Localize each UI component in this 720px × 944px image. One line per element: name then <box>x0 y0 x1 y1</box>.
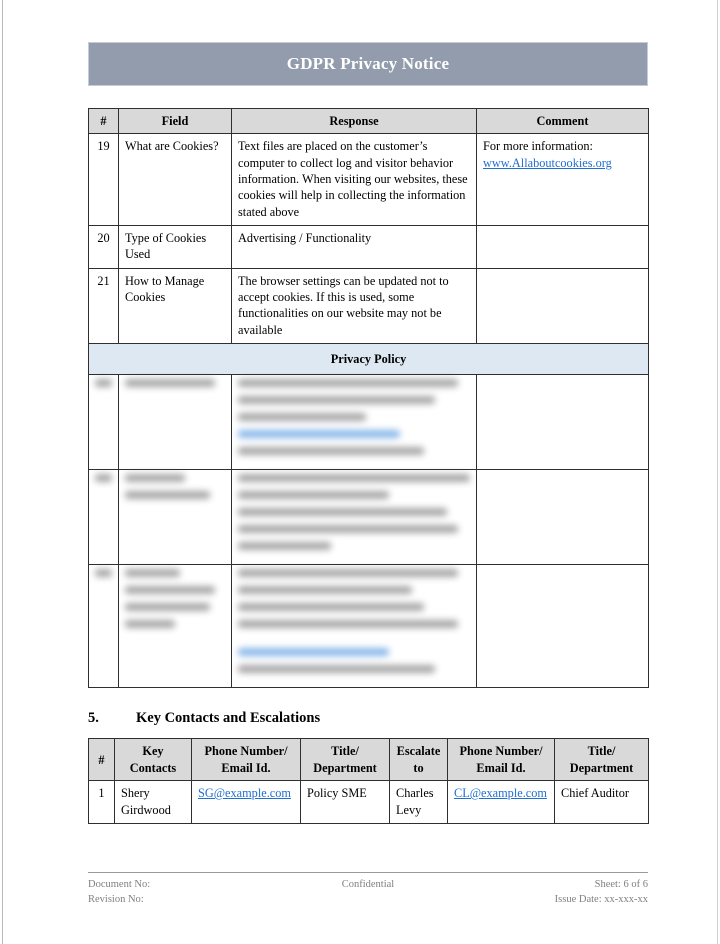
page-content <box>88 0 648 824</box>
redacted-table-row <box>89 565 649 688</box>
column-header-escalate-phone-email: Phone Number/ Email Id. <box>448 739 555 781</box>
contacts-row-escalate-title: Chief Auditor <box>555 781 649 824</box>
footer-revision-no: Revision No: <box>88 894 144 906</box>
table-row <box>89 268 649 343</box>
section-heading-key-contacts <box>88 710 648 727</box>
escalation-email-link[interactable]: CL@example.com <box>454 786 547 801</box>
row-number: 20 <box>89 226 119 269</box>
contacts-row-escalate-name: Charles Levy <box>390 781 448 824</box>
row-field: What are Cookies? <box>119 134 232 226</box>
redacted-row-comment <box>477 470 649 565</box>
page-footer <box>88 872 648 907</box>
contacts-row-number: 1 <box>89 781 115 824</box>
contacts-row-escalate-email <box>448 781 555 824</box>
redacted-table-row <box>89 470 649 565</box>
table-row <box>89 134 649 226</box>
column-header-escalate-title-department: Title/ Department <box>555 739 649 781</box>
redacted-table-row <box>89 375 649 470</box>
page-title: GDPR Privacy Notice <box>286 54 450 73</box>
document-page <box>2 0 718 944</box>
row-comment <box>477 268 649 343</box>
column-header-number: # <box>89 109 119 134</box>
redacted-row-field <box>119 565 232 688</box>
column-header-comment: Comment <box>477 109 649 134</box>
table-row <box>89 226 649 269</box>
contact-email-link[interactable]: SG@example.com <box>198 786 291 801</box>
redacted-row-response <box>232 470 477 565</box>
row-comment <box>477 226 649 269</box>
row-response: Advertising / Functionality <box>232 226 477 269</box>
column-header-contact-phone-email: Phone Number/ Email Id. <box>192 739 301 781</box>
column-header-escalate-to: Escalate to <box>390 739 448 781</box>
contacts-header-row <box>89 739 649 781</box>
allaboutcookies-link[interactable]: www.Allaboutcookies.org <box>483 155 612 170</box>
section-band-row <box>89 344 649 375</box>
column-header-contact-title-department: Title/ Department <box>301 739 390 781</box>
footer-spacer <box>273 892 463 907</box>
document-title-banner <box>88 42 648 86</box>
contacts-table-row <box>89 781 649 824</box>
row-number: 21 <box>89 268 119 343</box>
contacts-row-name: Shery Girdwood <box>115 781 192 824</box>
contacts-row-email <box>192 781 301 824</box>
row-response: Text files are placed on the customer’s computer to collect log and visitor behavior information. When visiting our websites, these cookies will help in collecting the information stated above <box>232 134 477 226</box>
table-header-row <box>89 109 649 134</box>
redacted-row-response <box>232 375 477 470</box>
column-header-number: # <box>89 739 115 781</box>
row-field: How to Manage Cookies <box>119 268 232 343</box>
comment-label: For more information: <box>483 139 593 154</box>
column-header-response: Response <box>232 109 477 134</box>
footer-document-no: Document No: <box>88 879 151 890</box>
section-title: Key Contacts and Escalations <box>136 710 321 727</box>
key-contacts-table <box>88 738 649 823</box>
footer-row-bottom <box>88 892 648 907</box>
contacts-row-title: Policy SME <box>301 781 390 824</box>
row-comment <box>477 134 649 226</box>
column-header-key-contacts: Key Contacts <box>115 739 192 781</box>
section-band-label: Privacy Policy <box>89 344 649 375</box>
footer-sheet-number: Sheet: 6 of 6 <box>594 879 648 890</box>
footer-classification: Confidential <box>341 879 395 890</box>
redacted-row-number <box>89 565 119 688</box>
redacted-row-field <box>119 470 232 565</box>
row-response: The browser settings can be updated not to accept cookies. If this is used, some functionalities on our website may not be available <box>232 268 477 343</box>
row-field: Type of Cookies Used <box>119 226 232 269</box>
column-header-field: Field <box>119 109 232 134</box>
redacted-row-number <box>89 470 119 565</box>
redacted-row-response <box>232 565 477 688</box>
footer-row-top <box>88 877 648 892</box>
row-number: 19 <box>89 134 119 226</box>
redacted-row-number <box>89 375 119 470</box>
section-number: 5. <box>88 710 99 727</box>
footer-issue-date: Issue Date: xx-xxx-xx <box>554 894 648 906</box>
redacted-row-comment <box>477 565 649 688</box>
redacted-row-field <box>119 375 232 470</box>
redacted-row-comment <box>477 375 649 470</box>
gdpr-privacy-notice-table <box>88 108 649 688</box>
